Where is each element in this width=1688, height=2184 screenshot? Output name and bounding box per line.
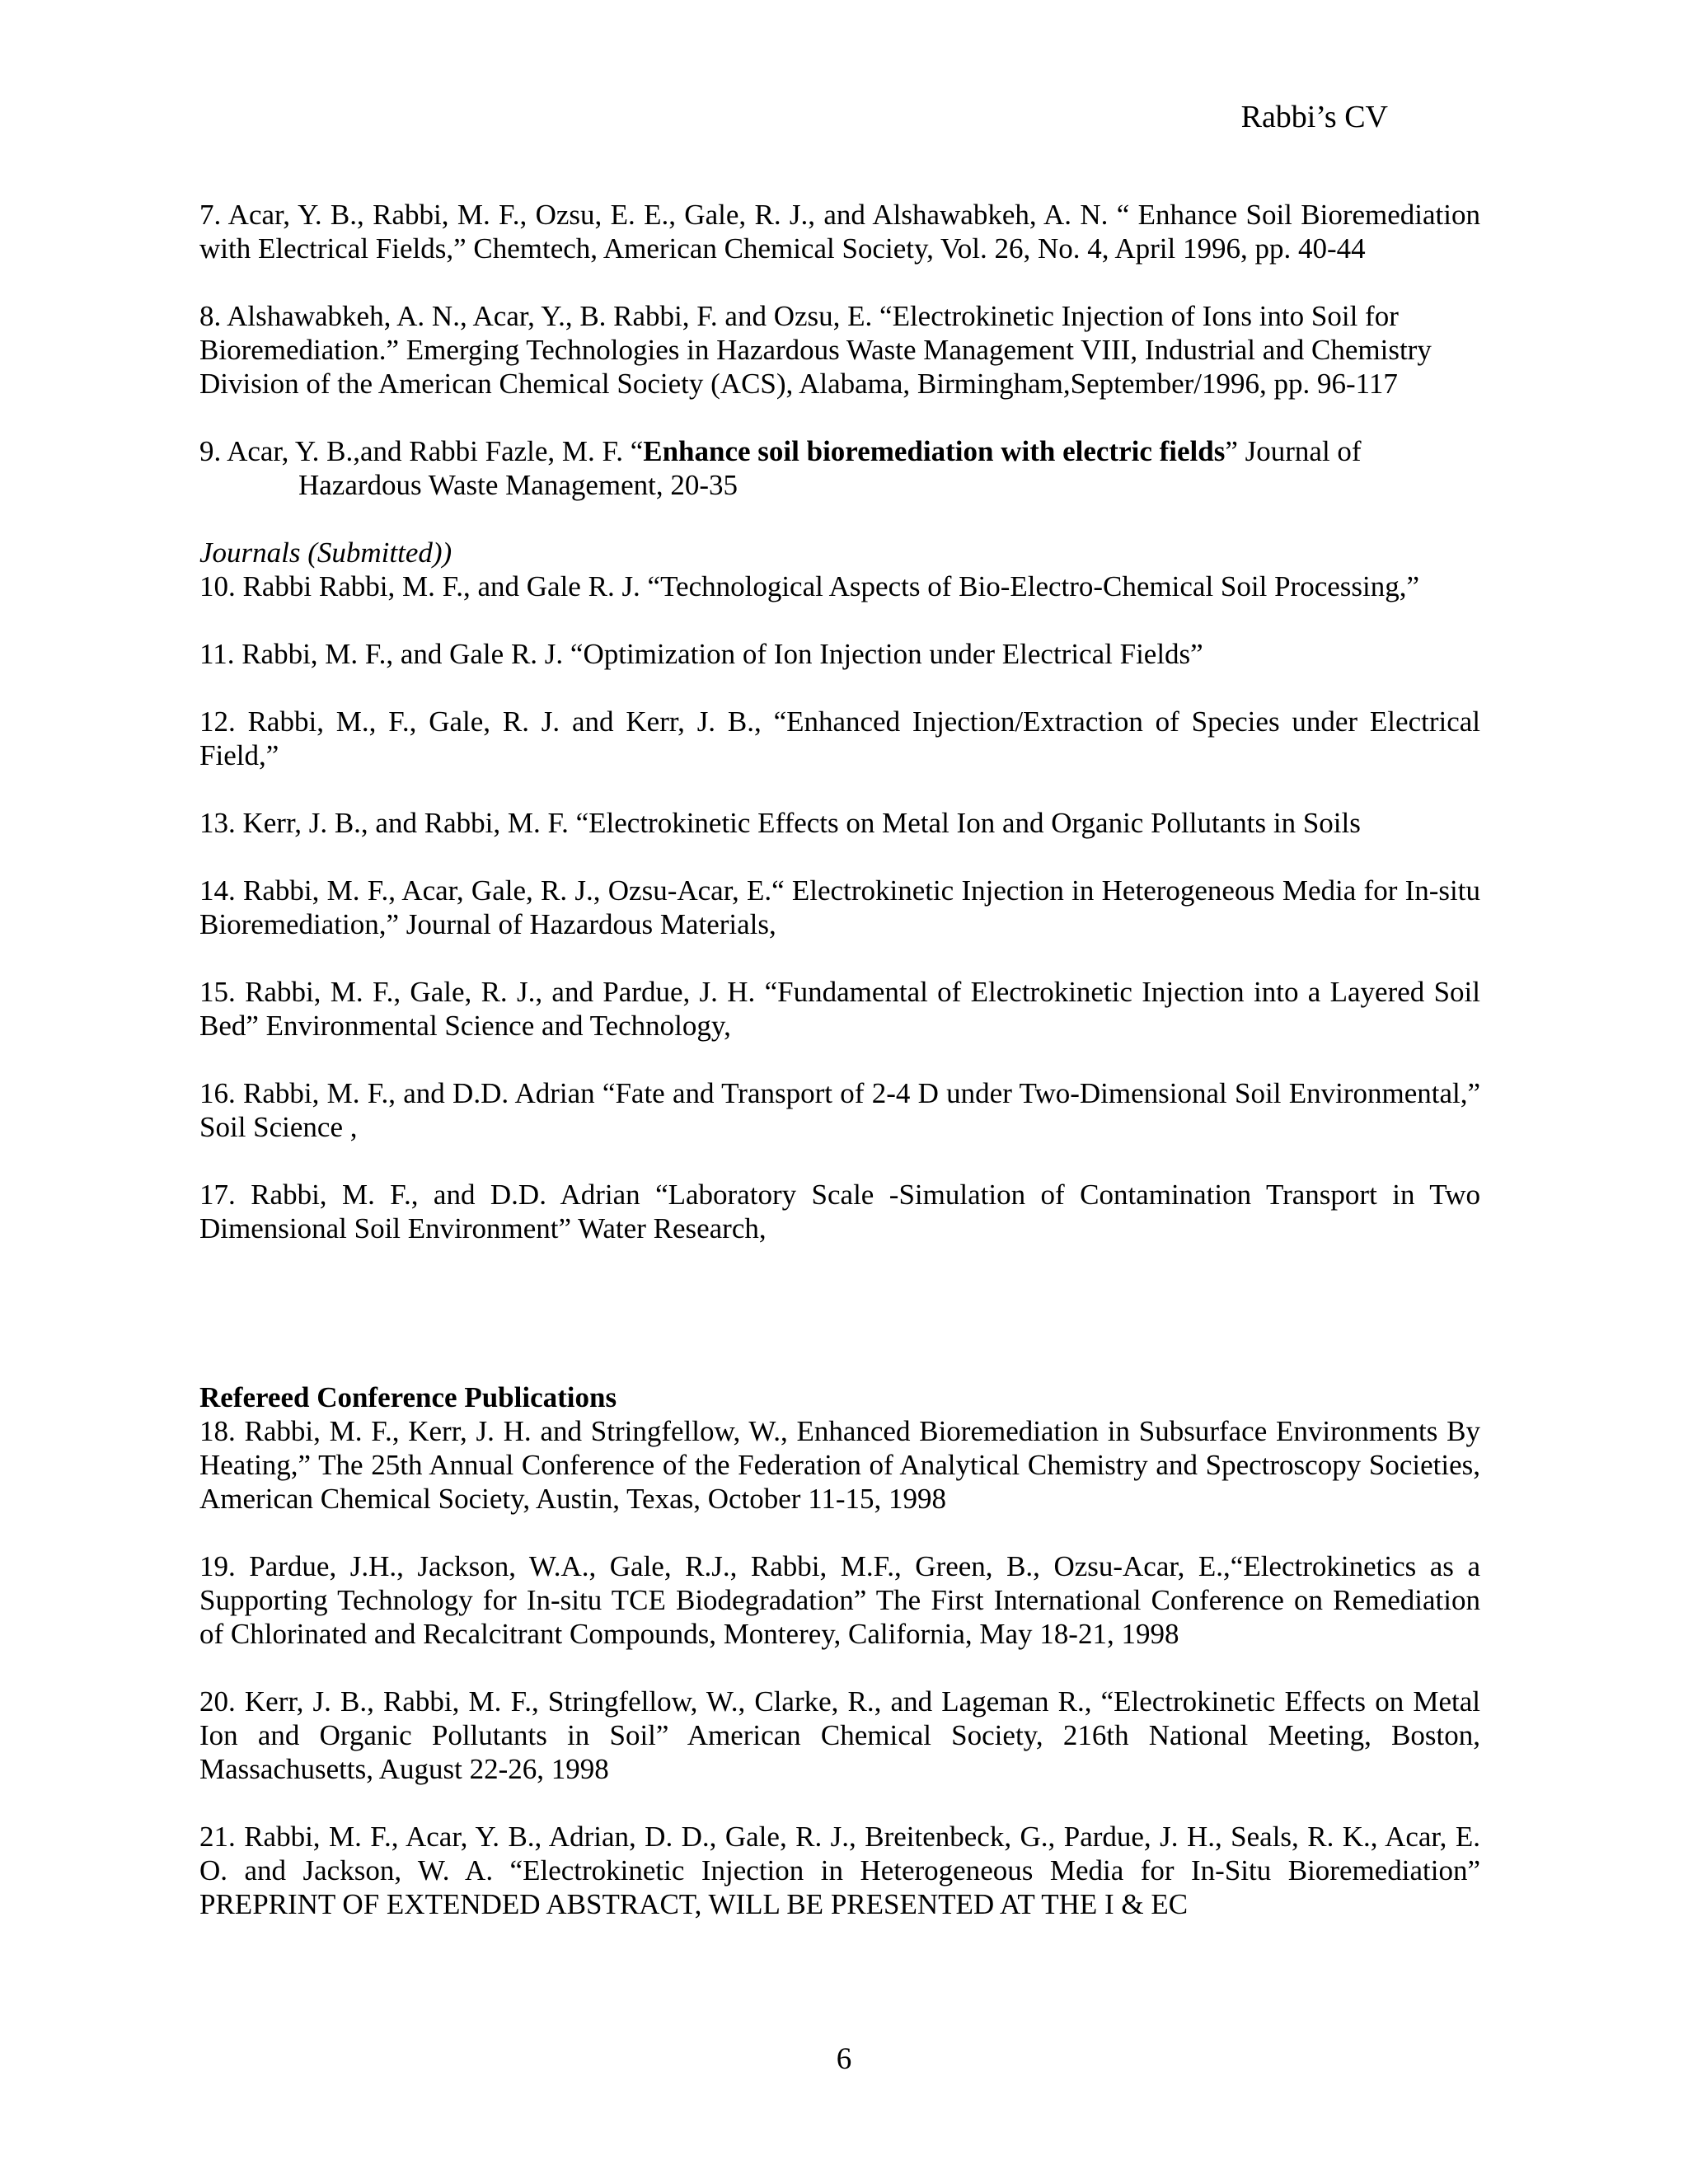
publication-entry-15: 15. Rabbi, M. F., Gale, R. J., and Pardue, J. H. “Fundamental of Electrokinetic Injection into a Layered Soil Bed” Environmental Science and Technology,: [199, 976, 1480, 1042]
publication-entry-19: 19. Pardue, J.H., Jackson, W.A., Gale, R.J., Rabbi, M.F., Green, B., Ozsu-Acar, E.,“Electrokinetics as a Supporting Technology for In-situ TCE Biodegradation” The First International Conference on Remediation of Chlorinated and Recalcitrant Compounds, Monterey, California, May 18-21, 1998: [199, 1550, 1480, 1650]
publication-entry-7: 7. Acar, Y. B., Rabbi, M. F., Ozsu, E. E., Gale, R. J., and Alshawabkeh, A. N. “ Enhance Soil Bioremediation with Electrical Fields,” Chemtech, American Chemical Society, Vol. 26, No. 4, April 1996, pp. 40-44: [199, 199, 1480, 265]
publication-entry-13: 13. Kerr, J. B., and Rabbi, M. F. “Electrokinetic Effects on Metal Ion and Organic Pollutants in Soils: [199, 807, 1361, 839]
publication-entry-14: 14. Rabbi, M. F., Acar, Gale, R. J., Ozsu-Acar, E.“ Electrokinetic Injection in Heterogeneous Media for In-situ Bioremediation,” Journal of Hazardous Materials,: [199, 874, 1480, 940]
publication-entry-16: 16. Rabbi, M. F., and D.D. Adrian “Fate and Transport of 2-4 D under Two-Dimensional Soil Environmental,” Soil Science ,: [199, 1077, 1480, 1143]
conference-publications-heading: Refereed Conference Publications: [199, 1381, 617, 1413]
entry-9-authors: 9. Acar, Y. B.,and Rabbi Fazle, M. F. “: [199, 435, 644, 467]
running-header: Rabbi’s CV: [1240, 100, 1388, 134]
publication-entry-17: 17. Rabbi, M. F., and D.D. Adrian “Laboratory Scale -Simulation of Contamination Transport in Two Dimensional Soil Environment” Water Research,: [199, 1179, 1480, 1244]
publication-entry-12: 12. Rabbi, M., F., Gale, R. J. and Kerr, J. B., “Enhanced Injection/Extraction of Species under Electrical Field,”: [199, 705, 1480, 771]
publication-entry-21: 21. Rabbi, M. F., Acar, Y. B., Adrian, D. D., Gale, R. J., Breitenbeck, G., Pardue, J. H., Seals, R. K., Acar, E. O. and Jackson, W. A. “Electrokinetic Injection in Heterogeneous Media for In-Situ Bioremediation” PREPRINT OF EXTENDED ABSTRACT, WILL BE PRESENTED AT THE I & EC: [199, 1821, 1480, 1920]
publication-entry-8: 8. Alshawabkeh, A. N., Acar, Y., B. Rabbi, F. and Ozsu, E. “Electrokinetic Injection of Ions into Soil for Bioremediation.” Emerging Technologies in Hazardous Waste Management VIII, Industrial and Chemistry Division of the American Chemical Society (ACS), Alabama, Birmingham,September/1996, pp. 96-117: [199, 300, 1432, 400]
publication-entry-20: 20. Kerr, J. B., Rabbi, M. F., Stringfellow, W., Clarke, R., and Lageman R., “Electrokinetic Effects on Metal Ion and Organic Pollutants in Soil” American Chemical Society, 216th National Meeting, Boston, Massachusetts, August 22-26, 1998: [199, 1685, 1480, 1785]
entry-9-title-bold: Enhance soil bioremediation with electric fields: [643, 435, 1226, 467]
publication-entry-11: 11. Rabbi, M. F., and Gale R. J. “Optimization of Ion Injection under Electrical Fields”: [199, 638, 1203, 670]
page-number: 6: [836, 2042, 852, 2076]
publication-entry-9: [199, 434, 1480, 502]
submitted-journals-heading: Journals (Submitted)): [199, 537, 452, 569]
publication-entry-10: 10. Rabbi Rabbi, M. F., and Gale R. J. “Technological Aspects of Bio-Electro-Chemical Soil Processing,”: [199, 570, 1420, 602]
publication-entry-18: 18. Rabbi, M. F., Kerr, J. H. and Stringfellow, W., Enhanced Bioremediation in Subsurface Environments By Heating,” The 25th Annual Conference of the Federation of Analytical Chemistry and Spectroscopy Societies, American Chemical Society, Austin, Texas, October 11-15, 1998: [199, 1415, 1480, 1515]
entry-9-venue: ” Journal of Hazardous Waste Management, 20-35: [298, 435, 1362, 501]
publication-list: [199, 198, 1480, 1921]
